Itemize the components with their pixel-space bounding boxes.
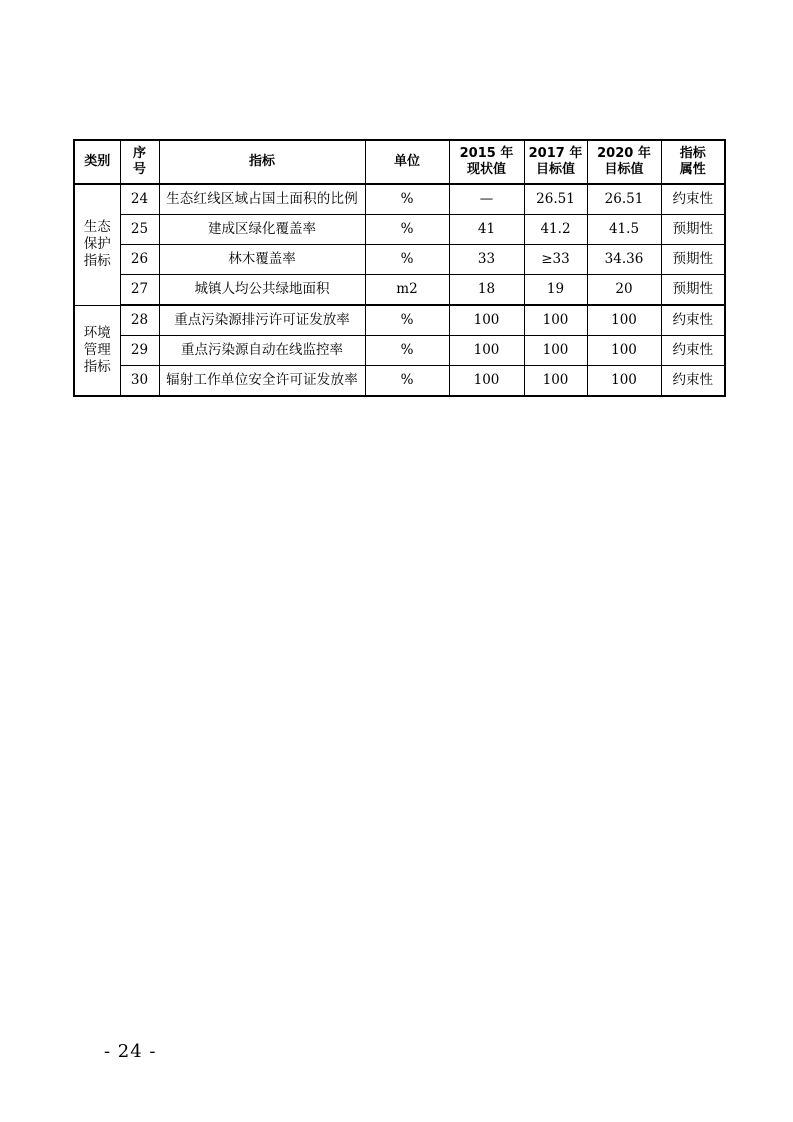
value-2015-cell: 100 bbox=[449, 305, 524, 336]
value-2015-cell: 18 bbox=[449, 275, 524, 306]
page-number: - 24 - bbox=[104, 1041, 157, 1062]
category-cell-environmental: 环境 管理 指标 bbox=[74, 305, 120, 396]
attribute-cell: 预期性 bbox=[661, 215, 725, 245]
header-unit: 单位 bbox=[365, 140, 449, 184]
value-2015-cell: 100 bbox=[449, 336, 524, 366]
table-row bbox=[74, 245, 725, 275]
unit-cell: % bbox=[365, 366, 449, 397]
attribute-cell: 预期性 bbox=[661, 245, 725, 275]
value-2020-cell: 34.36 bbox=[587, 245, 661, 275]
header-indicator: 指标 bbox=[159, 140, 365, 184]
indicator-name-cell: 重点污染源排污许可证发放率 bbox=[159, 305, 365, 336]
attribute-cell: 约束性 bbox=[661, 305, 725, 336]
table-row bbox=[74, 366, 725, 397]
indicator-name-cell: 建成区绿化覆盖率 bbox=[159, 215, 365, 245]
header-attribute: 指标 属性 bbox=[661, 140, 725, 184]
seq-cell: 30 bbox=[120, 366, 159, 397]
value-2015-cell: 100 bbox=[449, 366, 524, 397]
table-row bbox=[74, 336, 725, 366]
unit-cell: % bbox=[365, 336, 449, 366]
value-2020-cell: 20 bbox=[587, 275, 661, 306]
value-2017-cell: 100 bbox=[524, 336, 587, 366]
attribute-cell: 约束性 bbox=[661, 366, 725, 397]
unit-cell: m2 bbox=[365, 275, 449, 306]
value-2015-cell: 33 bbox=[449, 245, 524, 275]
unit-cell: % bbox=[365, 305, 449, 336]
indicator-name-cell: 生态红线区域占国土面积的比例 bbox=[159, 184, 365, 215]
header-2020: 2020 年 目标值 bbox=[587, 140, 661, 184]
header-2015: 2015 年 现状值 bbox=[449, 140, 524, 184]
header-category: 类别 bbox=[74, 140, 120, 184]
seq-cell: 27 bbox=[120, 275, 159, 306]
unit-cell: % bbox=[365, 215, 449, 245]
indicator-table bbox=[73, 139, 726, 397]
seq-cell: 24 bbox=[120, 184, 159, 215]
table-row bbox=[74, 215, 725, 245]
indicator-name-cell: 重点污染源自动在线监控率 bbox=[159, 336, 365, 366]
value-2020-cell: 41.5 bbox=[587, 215, 661, 245]
value-2015-cell: — bbox=[449, 184, 524, 215]
value-2015-cell: 41 bbox=[449, 215, 524, 245]
table-row bbox=[74, 275, 725, 306]
value-2020-cell: 26.51 bbox=[587, 184, 661, 215]
seq-cell: 29 bbox=[120, 336, 159, 366]
value-2020-cell: 100 bbox=[587, 366, 661, 397]
header-seq: 序 号 bbox=[120, 140, 159, 184]
seq-cell: 25 bbox=[120, 215, 159, 245]
attribute-cell: 预期性 bbox=[661, 275, 725, 306]
category-cell-ecological: 生态 保护 指标 bbox=[74, 184, 120, 305]
table-row bbox=[74, 305, 725, 336]
indicator-name-cell: 城镇人均公共绿地面积 bbox=[159, 275, 365, 306]
attribute-cell: 约束性 bbox=[661, 184, 725, 215]
unit-cell: % bbox=[365, 184, 449, 215]
value-2017-cell: 26.51 bbox=[524, 184, 587, 215]
table-header-row bbox=[74, 140, 725, 184]
value-2017-cell: 41.2 bbox=[524, 215, 587, 245]
indicator-name-cell: 林木覆盖率 bbox=[159, 245, 365, 275]
attribute-cell: 约束性 bbox=[661, 336, 725, 366]
indicator-name-cell: 辐射工作单位安全许可证发放率 bbox=[159, 366, 365, 397]
value-2017-cell: ≥33 bbox=[524, 245, 587, 275]
table-row bbox=[74, 184, 725, 215]
value-2017-cell: 100 bbox=[524, 366, 587, 397]
value-2020-cell: 100 bbox=[587, 336, 661, 366]
value-2017-cell: 100 bbox=[524, 305, 587, 336]
header-2017: 2017 年 目标值 bbox=[524, 140, 587, 184]
unit-cell: % bbox=[365, 245, 449, 275]
seq-cell: 26 bbox=[120, 245, 159, 275]
seq-cell: 28 bbox=[120, 305, 159, 336]
value-2017-cell: 19 bbox=[524, 275, 587, 306]
value-2020-cell: 100 bbox=[587, 305, 661, 336]
